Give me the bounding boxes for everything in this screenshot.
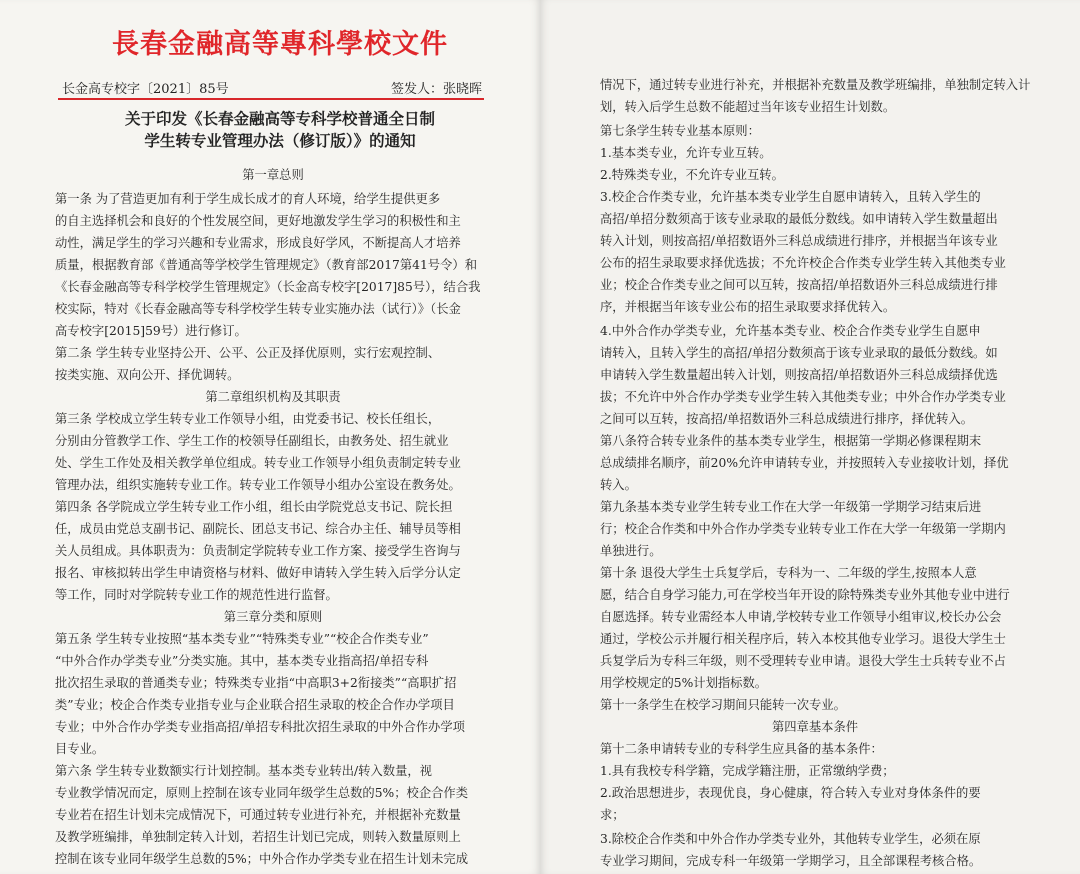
red-divider <box>58 98 484 100</box>
right-text-line: 划，转入后学生总数不能超过当年该专业招生计划数。 <box>600 100 896 114</box>
right-text-line: 2.政治思想进步，表现优良，身心健康，符合转入专业对身体条件的要 <box>600 786 981 800</box>
left-text-line: 专业；中外合作办学类专业指高招/单招专科批次招生录取的中外合作办学项 <box>55 720 465 734</box>
left-text-line: 专业教学情况而定，原则上控制在该专业同年级学生总数的5%；校企合作类 <box>55 786 469 800</box>
right-text-line: 1.基本类专业，允许专业互转。 <box>600 146 772 160</box>
left-text-line: 高专校字[2015]59号）进行修订。 <box>55 324 247 338</box>
left-text-line: 第六条 学生转专业数额实行计划控制。基本类专业转出/转入数量，视 <box>55 764 432 778</box>
right-text-line: 用学校规定的5%计划指标数。 <box>600 676 768 690</box>
right-text-line: 1.具有我校专科学籍，完成学籍注册，正常缴纳学费； <box>600 764 895 778</box>
right-text-line: 高招/单招分数须高于该专业录取的最低分数线。如申请转入学生数量超出 <box>600 212 998 226</box>
left-text-line: 第一章总则 <box>242 168 304 182</box>
document-number: 长金高专校字〔2021〕85号 <box>62 82 229 97</box>
left-text-line: 批次招生录取的普通类专业；特殊类专业指“中高职3+2衔接类”“高职扩招 <box>55 676 457 690</box>
right-text-line: 拔；不允许中外合作办学类专业学生转入其他类专业；中外合作办学类专业 <box>600 390 1006 404</box>
right-text-line: 之间可以互转，按高招/单招数语外三科总成绩进行排序，择优转入。 <box>600 412 974 426</box>
left-text-line: 处、学生工作处及相关教学单位组成。转专业工作领导小组负责制定转专业 <box>55 456 461 470</box>
right-text-line: 行；校企合作类和中外合作办学类专业转专业工作在大学一年级第一学期内 <box>600 522 1006 536</box>
left-text-line: 分别由分管教学工作、学生工作的校领导任副组长，由教务处、招生就业 <box>55 434 449 448</box>
document-number-line <box>62 76 482 98</box>
left-text-line: 按类实施、双向公开、择优调转。 <box>55 368 240 382</box>
right-text-line: 3.除校企合作类和中外合作办学类专业外，其他转专业学生，必须在原 <box>600 832 981 846</box>
left-text-line: 第三章分类和原则 <box>223 610 323 624</box>
signer: 签发人：张晓晖 <box>390 82 482 97</box>
right-text-line: 转入计划，则按高招/单招数语外三科总成绩进行排序，并根据当年该专业 <box>600 234 998 248</box>
left-text-line: 第二条 学生转专业坚持公开、公平、公正及择优原则，实行宏观控制、 <box>55 346 441 360</box>
left-text-line: 动性，满足学生的学习兴趣和专业需求，形成良好学风，不断提高人才培养 <box>55 236 461 250</box>
left-text-line: 的自主选择机会和良好的个性发展空间，更好地激发学生学习的积极性和主 <box>55 214 461 228</box>
document-header-title: 長春金融高等專科學校文件 <box>112 29 448 60</box>
right-text-line: 第四章基本条件 <box>771 720 859 734</box>
right-text-line: 总成绩排名顺序，前20%允许申请转专业，并按照转入专业接收计划，择优 <box>600 456 1009 470</box>
right-text-line: 单独进行。 <box>600 544 662 558</box>
right-text-line: 情况下，通过转专业进行补充，并根据补充数量及教学班编排，单独制定转入计 <box>600 78 1030 92</box>
right-text-line: 兵复学后为专科三年级，则不受理转专业申请。退役大学生士兵转专业不占 <box>600 654 1006 668</box>
right-text-line: 求； <box>600 808 625 822</box>
right-text-line: 第七条学生转专业基本原则： <box>600 124 760 138</box>
left-text-line: 目专业。 <box>55 742 105 756</box>
right-text-line: 公布的招生录取要求择优选拔；不允许校企合作类专业学生转入其他类专业 <box>600 256 1006 270</box>
notice-title-line-1: 关于印发《长春金融高等专科学校普通全日制 <box>124 109 435 128</box>
right-text-line: 通过，学校公示并履行相关程序后，转入本校其他专业学习。退役大学生士 <box>600 632 1006 646</box>
left-text-line: 等工作，同时对学院转专业工作的规范性进行监督。 <box>55 588 338 602</box>
left-text-line: 第五条 学生转专业按照“基本类专业”“特殊类专业”“校企合作类专业” <box>55 632 429 646</box>
left-text-line: 《长春金融高等专科学校学生管理规定》（长金高专校字[2017]85号），结合我 <box>55 280 481 294</box>
right-text-line: 自愿选择。转专业需经本人申请,学校转专业工作领导小组审议,校长办公会 <box>600 610 1002 624</box>
notice-title <box>60 108 500 152</box>
right-text-line: 第十一条学生在校学习期间只能转一次专业。 <box>600 698 846 712</box>
right-text-line: 专业学习期间，完成专科一年级第一学期学习，且全部课程考核合格。 <box>600 854 982 868</box>
right-text-line: 申请转入学生数量超出转入计划，则按高招/单招数语外三科总成绩择优选 <box>600 368 998 382</box>
left-text-line: 关人员组成。具体职责为：负责制定学院转专业工作方案、接受学生咨询与 <box>55 544 461 558</box>
left-text-line: 报名、审核拟转出学生申请资格与材料、做好申请转入学生转入后学分认定 <box>55 566 461 580</box>
right-text-line: 第八条符合转专业条件的基本类专业学生，根据第一学期必修课程期末 <box>600 434 982 448</box>
right-text-line: 3.校企合作类专业，允许基本类专业学生自愿申请转入，且转入学生的 <box>600 190 981 204</box>
right-text-line: 第十条 退役大学生士兵复学后，专科为一、二年级的学生,按照本人意 <box>600 566 977 580</box>
left-text-line: 第二章组织机构及其职责 <box>205 390 341 404</box>
left-text-line: 第一条 为了营造更加有利于学生成长成才的育人环境，给学生提供更多 <box>55 192 441 206</box>
right-text-line: 第九条基本类专业学生转专业工作在大学一年级第一学期学习结束后进 <box>600 500 982 514</box>
notice-title-line-2: 学生转专业管理办法（修订版）》的通知 <box>144 131 416 150</box>
left-text-line: 第四条 各学院成立学生转专业工作小组，组长由学院党总支书记、院长担 <box>55 500 453 514</box>
right-text-line: 2.特殊类专业，不允许专业互转。 <box>600 168 784 182</box>
right-text-line: 4.中外合作办学类专业，允许基本类专业、校企合作类专业学生自愿申 <box>600 324 981 338</box>
right-text-line: 愿，结合自身学习能力,可在学校当年开设的除特殊类专业外其他专业中进行 <box>600 588 1010 602</box>
left-text-line: 类”专业；校企合作类专业指专业与企业联合招生录取的校企合作办学项目 <box>55 698 455 712</box>
left-text-line: 质量，根据教育部《普通高等学校学生管理规定》（教育部2017第41号令）和 <box>55 258 477 272</box>
right-text-line: 业；校企合作类专业之间可以互转，按高招/单招数语外三科总成绩进行排 <box>600 278 998 292</box>
left-text-line: “中外合作办学类专业”分类实施。其中，基本类专业指高招/单招专科 <box>55 654 429 668</box>
right-text-line: 第十二条申请转专业的专科学生应具备的基本条件： <box>600 742 883 756</box>
left-text-line: 控制在该专业同年级学生总数的5%；中外合作办学类专业在招生计划未完成 <box>55 852 469 866</box>
left-text-line: 任，成员由党总支副书记、副院长、团总支书记、综合办主任、辅导员等相 <box>55 522 461 536</box>
left-text-line: 及教学班编排，单独制定转入计划，若招生计划已完成，则转入数量原则上 <box>55 830 461 844</box>
left-text-line: 第三条 学校成立学生转专业工作领导小组，由党委书记、校长任组长， <box>55 412 441 426</box>
left-text-line: 校实际，特对《长春金融高等专科学校学生转专业实施办法（试行）》（长金 <box>55 302 461 316</box>
left-text-line: 管理办法，组织实施转专业工作。转专业工作领导小组办公室设在教务处。 <box>55 478 461 492</box>
right-text-line: 序，并根据当年该专业公布的招生录取要求择优转入。 <box>600 300 896 314</box>
right-text-line: 转入。 <box>600 478 637 492</box>
right-text-line: 请转入，且转入学生的高招/单招分数须高于该专业录取的最低分数线。如 <box>600 346 998 360</box>
left-text-line: 专业若在招生计划未完成情况下，可通过转专业进行补充，并根据补充数量 <box>55 808 461 822</box>
